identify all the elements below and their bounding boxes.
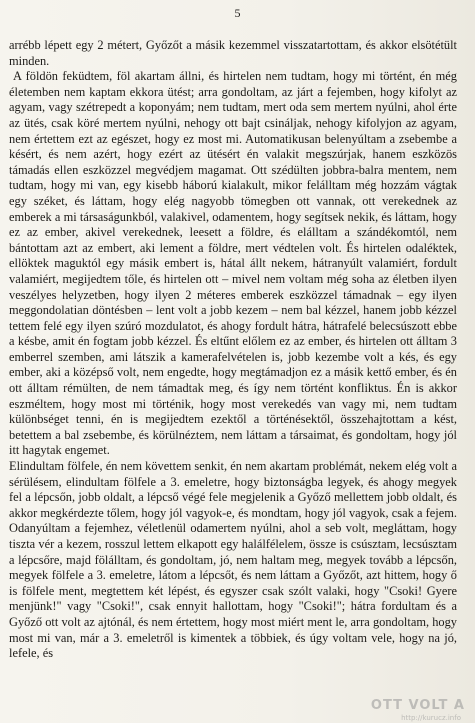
paragraph-1: arrébb lépett egy 2 métert, Győzőt a másik kezemmel visszatartottam, és akkor elsötétült minden. [9,38,457,68]
watermark-url: http://kurucz.info [401,714,461,722]
watermark-text: OTT VOLT A [370,698,465,713]
paragraph-2: A földön feküdtem, föl akartam állni, és hirtelen nem tudtam, hogy mi történt, én még életemben nem kaptam ekkora ütést; arra gondoltam, az járt a fejemben, hogy kifolyt az agyam, vagy szétrepedt a koponyám; nem tudtam, mert oda sem mertem nyúlni, ahol érte az ütés, csak köré mertem nyúlni, nehogy ott bajt csináljak, nehogy kifolyjon az agyam, nem értettem ezt az egészet, hogy ez most mi. Automatikusan belenyúltam a zsebembe a késért, és nem azért, hogy ezért az ütésért én valakit megszúrjak, hanem eszközös támadás ellen eszközzel megvédjem magamat. Ott szédülten jobbra-balra mentem, nem tudtam, hogy mi van, egy kisebb háború kialakult, mikor felálltam még hozzám vágtak egy széket, és láttam, hogy elég nagyobb tömegben ott vannak, ott verekednek az emberek a mi társaságunkból, valakivel, odamentem, hogy segítsek nekik, és láttam, hogy ez az ember, akivel verekednek, leesett a földre, és elálltam a szándékomtól, nem bántottam azt az embert, aki lement a földre, mert védtelen volt. És hirtelen odaléktek, ellöktek maguktól egy másik embert is, hátal állt nekem, hátranyúlt valamiért, fordult valamiért, megijedtem tőle, és hirtelen ott – mivel nem voltam még soha az életben ilyen veszélyes helyzetben, hogy ilyen 2 méteres emberek eszközzel támadnak – egy ilyen meggondolatian döntésben – lent volt a jobb kezem – nem bal kézzel, hanem jobb kézzel tettem felé egy ilyen szúró mozdulatot, és ahogy fordult hátra, hátrafelé belecsúszott ebbe a késbe, amit én fogtam jobb kézzel. És eltűnt előlem ez az ember, és hirtelen ott álltam 3 emberrel szemben, ami látszik a kamerafelvételen is, jobb kezembe volt a kés, és egy ember, aki a középső volt, nem engedte, hogy megtámadjon ez a másik kettő ember, és én ott álltam rémülten, de nem támadtak meg, és így nem történt konfliktus. Én is akkor eszméltem, hogy most mi történik, hogy most verekedés van vagy mi, nem tudtam különbséget tenni, én is megijedtem ezektől a történésektől, összehajtottam a kést, betettem a bal zsebembe, és körülnéztem, nem láttam a társaimat, és gondoltam, hogy jól itt hagytak engemet. [9,69,457,458]
paragraph-3: Elindultam fölfele, én nem követtem senkit, én nem akartam problémát, nekem elég volt a sérülésem, elindultam fölfele a 3. emeletre, hogy biztonságba legyek, és ahogy megyek fel a lépcsőn, jobb oldalt, a lépcső végé fele megjelenik a Győző mellettem jobb oldalt, és akkor megkérdezte tőlem, hogy jól vagyok-e, és mondtam, hogy jól vagyok, csak a fejem. Odanyúltam a fejemhez, véletlenül odamertem nyúlni, ahol a seb volt, megláttam, hogy tiszta vér a kezem, rosszul lettem elkapott egy halálfélelem, össze is csúsztam, lecsúsztam a lépcsőre, majd fölálltam, és gondoltam, jó, nem haltam meg, megyek tovább a lépcsőn, megyek fölfele a 3. emeletre, látom a lépcsőt, és nem láttam a Győzőt, azt hittem, hogy ő is fölfele ment, megtettem két lépést, és egyszer csak szólt valaki, hogy "Csoki! Gyere menjünk!" vagy "Csoki!", csak ennyit hallottam, hogy "Csoki!"; hátra fordultam és a Győző ott volt az ajtónál, és nem értettem, hogy most miért ment le, arra gondoltam, hogy most mi van, már a 3. emeletről is kimentek a többiek, és úgy voltam vele, hogy na jó, lefele, és [9,459,457,661]
body-text [9,38,457,662]
page-number: 5 [234,6,241,20]
